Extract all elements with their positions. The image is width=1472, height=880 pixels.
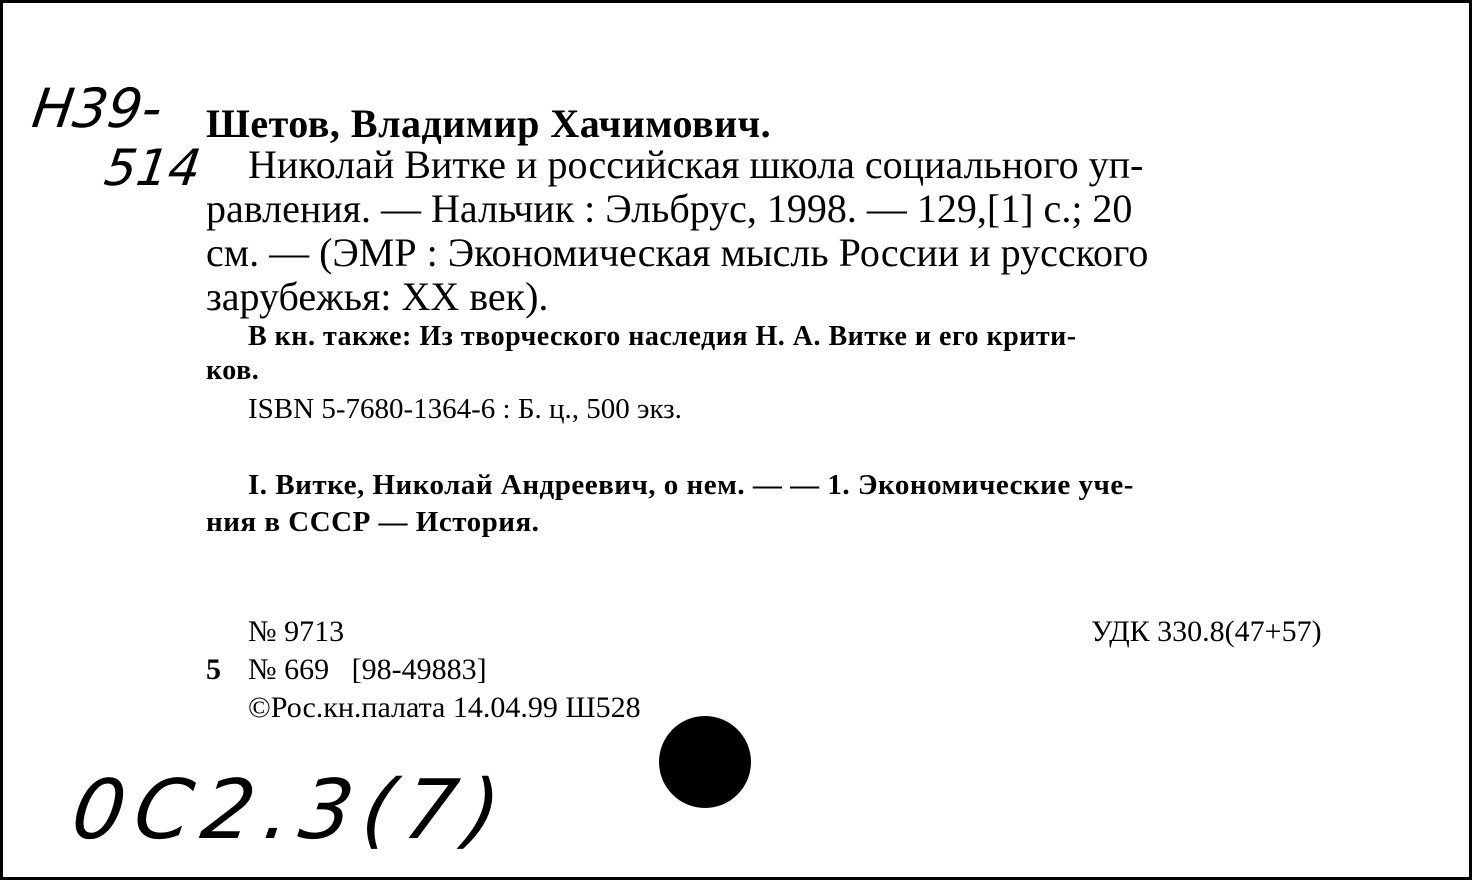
handwritten-shelf-mark: 0С2.3(7): [66, 763, 516, 858]
note-line-1: В кн. также: Из творческого наследия Н. А. Витке и его крити-: [248, 321, 1077, 352]
author-heading: Шетов, Владимир Хачимович.: [206, 101, 772, 146]
description-line-1: Николай Витке и российская школа социального уп-: [248, 142, 1144, 187]
copies-marker: 5: [206, 653, 221, 686]
description-line-4: зарубежья: XX век).: [206, 274, 549, 319]
description-line-3: см. — (ЭМР : Экономическая мысль России и русского: [206, 230, 1149, 275]
note-line-2: ков.: [206, 355, 260, 386]
call-number-line1: Н39-: [28, 77, 167, 140]
secondary-number: № 669 [98-49883]: [248, 653, 487, 686]
call-number-line2: 514: [100, 139, 205, 197]
record-number: № 9713: [248, 615, 345, 648]
punch-hole-dot: [659, 716, 751, 808]
description-line-2: равления. — Нальчик : Эльбрус, 1998. — 129,[1] с.; 20: [206, 186, 1133, 231]
udc-code: УДК 330.8(47+57): [1091, 615, 1322, 648]
subject-line-2: ния в СССР — История.: [206, 506, 540, 538]
subject-line-1: I. Витке, Николай Андреевич, о нем. — — 1. Экономические уче-: [248, 469, 1134, 501]
copyright-line: ©Рос.кн.палата 14.04.99 Ш528: [248, 691, 641, 724]
isbn-line: ISBN 5-7680-1364-6 : Б. ц., 500 экз.: [248, 393, 682, 425]
